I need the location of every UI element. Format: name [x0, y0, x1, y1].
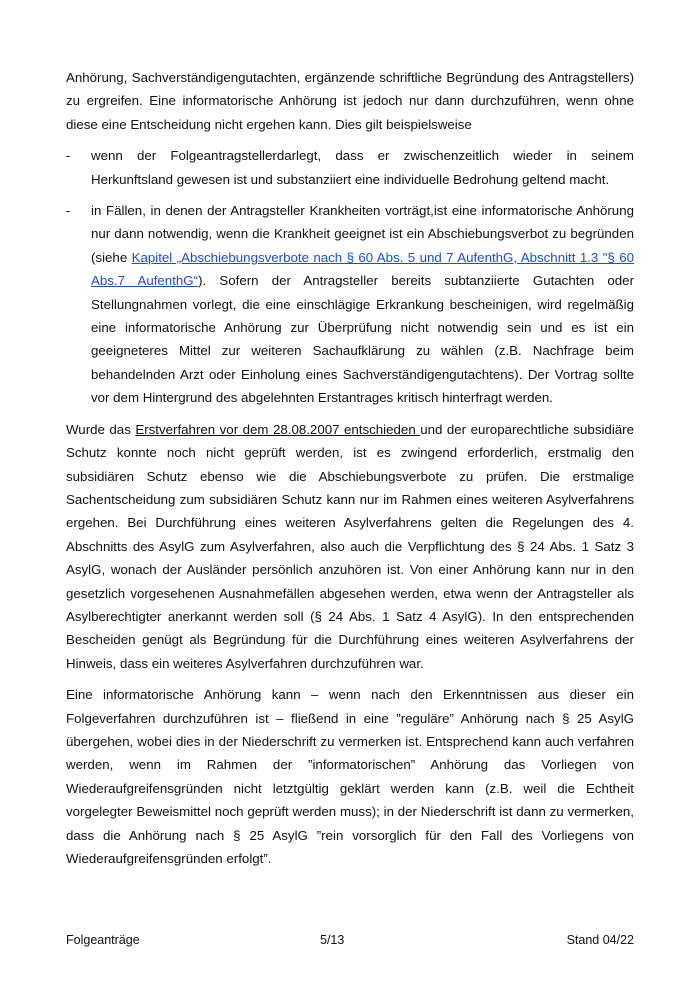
footer-version-date: Stand 04/22	[566, 933, 634, 947]
bullet-text-after-link: ). Sofern der Antragsteller bereits subtanziierte Gutachten oder Stellungnahmen vorlegt, die eine einschlägige Erkrankung bescheinigen, wird regelmäßig eine informatorische Anhörung zur Überprüfung nicht notwendig sein und es ist ein geeigneteres Mittel zur weiteren Sachaufklärung zu wählen (z.B. Nachfrage beim behandelnden Arzt oder Einholung eines Sachverständigengutachtens). Der Vortrag sollte vor dem Hintergrund des abgelehnten Erstantrages kritisch hinterfragt werden.	[91, 273, 634, 406]
list-item-return-home-country	[66, 144, 634, 191]
underlined-phrase: Erstverfahren vor dem 28.08.2007 entschieden	[135, 421, 421, 437]
bullet-dash: -	[66, 148, 71, 164]
bullet-text-before-link: in Fällen, in denen der Antragsteller Krankheiten vorträgt,ist eine informatorische Anhörung nur dann notwendig, wenn die Krankheit geeignet ist ein Abschiebungsverbot zu begründen (siehe	[91, 203, 634, 265]
document-body	[66, 66, 634, 870]
bullet-text: wenn der Folgeantragstellerdarlegt, dass er zwischenzeitlich wieder in seinem Herkunftsland gewesen ist und substanziiert eine individuelle Bedrohung geltend macht.	[91, 148, 634, 187]
footer-page-number: 5/13	[320, 933, 345, 947]
paragraph-informatorische-anhoerung: Eine informatorische Anhörung kann – wenn nach den Erkenntnissen aus dieser ein Folgeverfahren durchzuführen ist – fließend in eine ”reguläre” Anhörung nach § 25 AsylG übergehen, wobei dies in der Niederschrift zu vermerken ist. Entsprechend kann auch verfahren werden, wenn im Rahmen der ”informatorischen” Anhörung das Vorliegen von Wiederaufgreifensgründen nicht letztgültig geklärt werden kann (z.B. weil die Echtheit vorgelegter Beweismittel noch geprüft werden muss); in der Niederschrift ist dann zu vermerken, dass die Anhörung nach § 25 AsylG ”rein vorsorglich für den Fall des Vorliegens von Wiederaufgreifensgründen erfolgt”.	[66, 687, 634, 866]
chapter-link-abschiebungsverbote[interactable]: Kapitel „Abschiebungsverbote nach § 60 Abs. 5 und 7 AufenthG, Abschnitt 1.3 "§ 60 Abs.7 AufenthG“	[91, 249, 634, 289]
paragraph-intro: Anhörung, Sachverständigengutachten, ergänzende schriftliche Begründung des Antragstellers) zu ergreifen. Eine informatorische Anhörung ist jedoch nur dann durchzuführen, wenn ohne diese eine Entscheidung nicht ergehen kann. Dies gilt beispielsweise	[66, 70, 634, 132]
bullet-list	[66, 144, 634, 409]
list-item-illness	[66, 199, 634, 410]
paragraph-erstverfahren	[66, 418, 634, 675]
paragraph-prefix: Wurde das	[66, 421, 136, 437]
paragraph-rest: und der europarechtliche subsidiäre Schutz konnte noch nicht geprüft werden, ist es zwingend erforderlich, erstmalig den subsidiären Schutz ebenso wie die Abschiebungsverbote zu prüfen. Die erstmalige Sachentscheidung zum subsidiären Schutz kann nur im Rahmen eines weiteren Asylverfahrens ergehen. Bei Durchführung eines weiteren Asylverfahrens gelten die Regelungen des 4. Abschnitts des AsylG zum Asylverfahren, also auch die Verpflichtung des § 24 Abs. 1 Satz 3 AsylG, wonach der Ausländer persönlich anzuhören ist. Von einer Anhörung kann nur in den gesetzlich vorgesehenen Ausnahmefällen abgesehen werden, etwa wenn der Antragsteller als Asylberechtigter anerkannt werden soll (§ 24 Abs. 1 Satz 4 AsylG). In den entsprechenden Bescheiden genügt als Begründung für die Durchführung eines weiteren Asylverfahrens der Hinweis, dass ein weiteres Asylverfahren durchzuführen war.	[66, 421, 634, 671]
footer-document-title: Folgeanträge	[66, 933, 140, 947]
bullet-dash: -	[66, 203, 71, 219]
